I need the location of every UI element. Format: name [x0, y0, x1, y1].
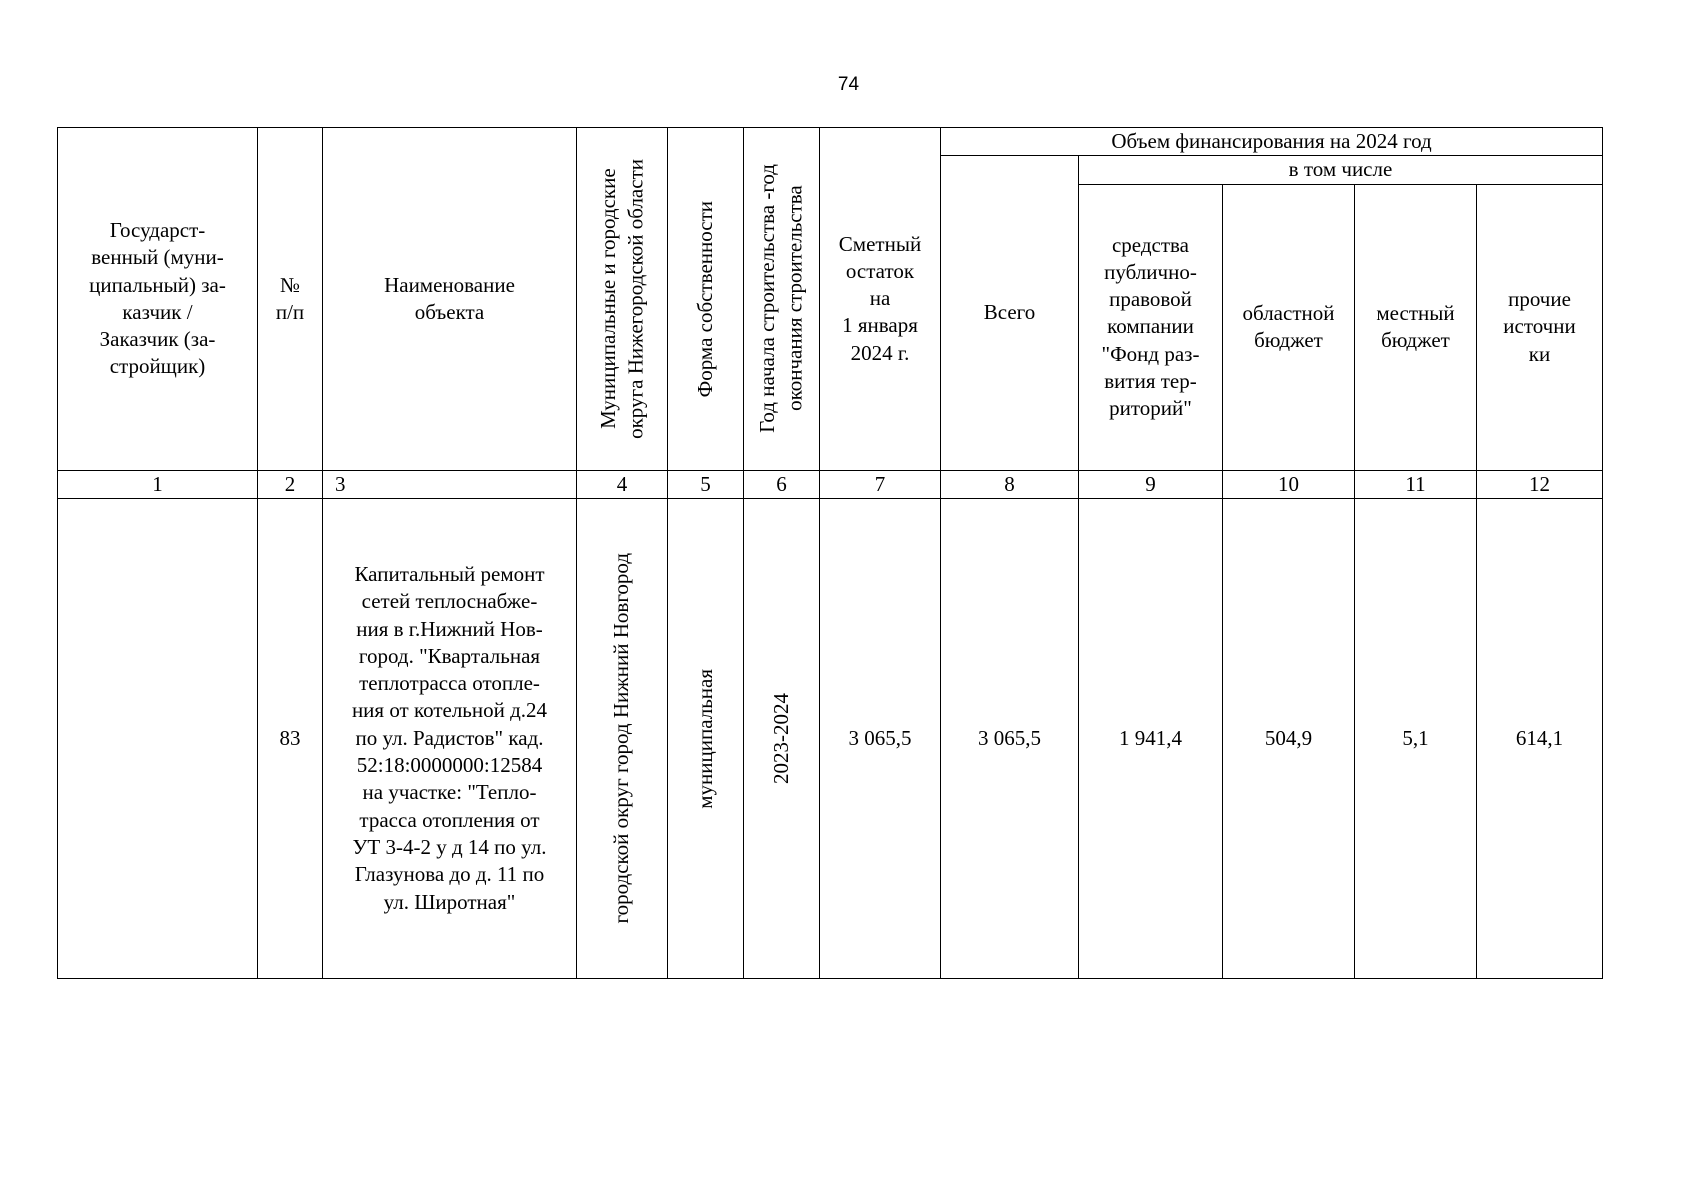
header-years-label: Год начала строительства -год окончания строительства — [755, 164, 807, 434]
header-number — [258, 128, 323, 471]
municipality-text: городской округ город Нижний Новгород — [609, 553, 634, 924]
cell-other-sources: 614,1 — [1477, 498, 1603, 978]
column-number: 8 — [941, 470, 1079, 498]
header-number-label: № п/п — [275, 272, 305, 324]
header-municipality — [577, 128, 668, 471]
table-row — [58, 498, 1603, 978]
header-other-sources — [1477, 184, 1603, 470]
header-total — [941, 156, 1079, 470]
column-number: 9 — [1079, 470, 1223, 498]
cell-estimated-balance: 3 065,5 — [820, 498, 941, 978]
header-local-budget — [1355, 184, 1477, 470]
cell-municipality — [577, 498, 668, 978]
header-funding-volume — [941, 128, 1603, 156]
header-including — [1079, 156, 1603, 184]
header-object-name — [323, 128, 577, 471]
header-local-budget-label: местный бюджет — [1376, 300, 1455, 353]
header-customer — [58, 128, 258, 471]
cell-years — [744, 498, 820, 978]
page-number: 74 — [837, 74, 860, 95]
header-fund-means — [1079, 184, 1223, 470]
cell-ownership — [668, 498, 744, 978]
years-text: 2023-2024 — [768, 692, 793, 784]
cell-total: 3 065,5 — [941, 498, 1079, 978]
header-including-label: в том числе — [1288, 157, 1393, 182]
header-years — [744, 128, 820, 471]
column-number: 10 — [1223, 470, 1355, 498]
header-regional-budget — [1223, 184, 1355, 470]
header-total-label: Всего — [983, 300, 1036, 325]
header-ownership-label: Форма собственности — [692, 200, 717, 397]
column-number: 6 — [744, 470, 820, 498]
column-number: 2 — [258, 470, 323, 498]
header-fund-means-label: средства публично- правовой компании "Фонд раз- вития тер- риторий" — [1101, 232, 1200, 421]
ownership-text: муниципальная — [692, 668, 717, 809]
cell-regional-budget: 504,9 — [1223, 498, 1355, 978]
cell-number: 83 — [258, 498, 323, 978]
column-number: 3 — [323, 470, 577, 498]
header-customer-label: Государст- венный (муни- ципальный) за- казчик / Заказчик (за- стройщик) — [89, 217, 226, 379]
column-number-row — [58, 470, 1603, 498]
column-number: 12 — [1477, 470, 1603, 498]
object-name-text: Капитальный ремонт сетей теплоснабже- ния в г.Нижний Нов- город. "Квартальная теплотрасса отопле- ния от котельной д.24 по ул. Радистов" кад. 52:18:0000000:12584 на участке: "Тепло- трасса отопления от УТ 3-4-2 у д 14 по ул. Глазунова до д. 11 по ул. Широтная" — [351, 561, 548, 914]
financing-table — [57, 127, 1603, 979]
cell-object-name — [323, 498, 577, 978]
header-municipality-label: Муниципальные и городские округа Нижегородской области — [595, 158, 647, 439]
cell-fund-means: 1 941,4 — [1079, 498, 1223, 978]
column-number: 5 — [668, 470, 744, 498]
header-regional-budget-label: областной бюджет — [1242, 300, 1335, 353]
header-estimated-balance — [820, 128, 941, 471]
column-number: 7 — [820, 470, 941, 498]
column-number: 11 — [1355, 470, 1477, 498]
cell-local-budget: 5,1 — [1355, 498, 1477, 978]
cell-customer — [58, 498, 258, 978]
header-estimated-balance-label: Сметный остаток на 1 января 2024 г. — [838, 231, 922, 365]
column-number: 1 — [58, 470, 258, 498]
header-object-name-label: Наименование объекта — [384, 272, 515, 324]
header-other-sources-label: прочие источни ки — [1503, 287, 1576, 366]
header-ownership — [668, 128, 744, 471]
column-number: 4 — [577, 470, 668, 498]
header-funding-volume-label: Объем финансирования на 2024 год — [1111, 129, 1432, 153]
